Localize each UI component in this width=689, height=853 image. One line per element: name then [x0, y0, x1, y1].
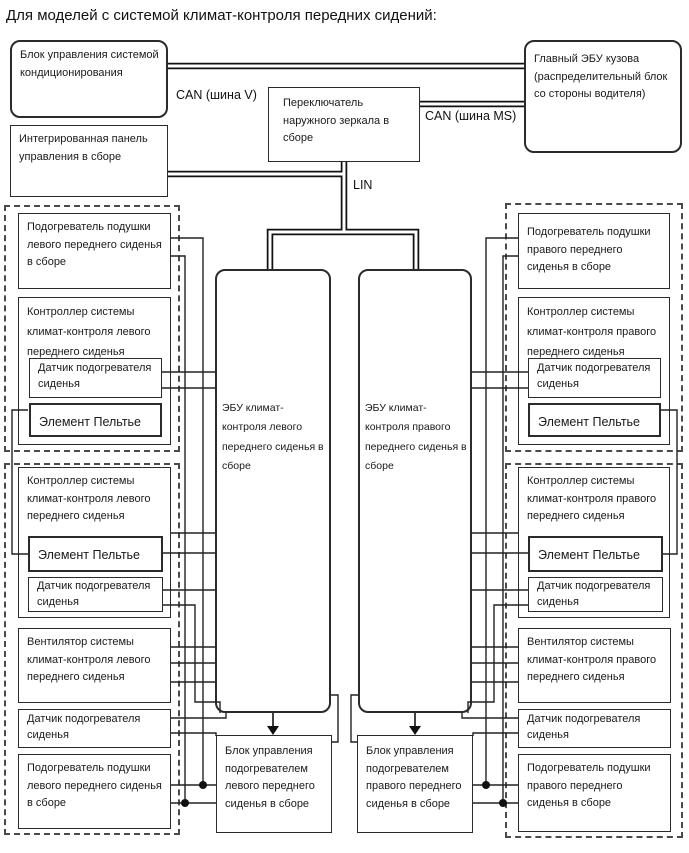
left-heater-sensor3-box: [18, 709, 171, 748]
right-cushion-heater1-label: Подогреватель подушки правого переднего сиденья в сборе: [527, 226, 651, 274]
right-peltier1-label: Элемент Пельтье: [538, 415, 641, 429]
right-fan-label: Вентилятор системы климат-контроля правого переднего сиденья: [527, 636, 657, 684]
right-fan-box: [518, 628, 671, 703]
right-peltier2-label: Элемент Пельтье: [538, 548, 641, 562]
ac-control-unit-label: Блок управления системой кондиционирования: [20, 49, 159, 79]
right-cushion-heater1-box: [518, 213, 670, 289]
mirror-switch-label: Переключатель наружного зеркала в сборе: [283, 97, 390, 145]
integrated-panel-box: [10, 125, 168, 197]
right-seat-climate-ecu-box: [358, 269, 472, 713]
can-v-bus-label: CAN (шина V): [176, 88, 257, 102]
left-controller1-label: Контроллер системы климат-контроля левого переднего сиденья: [27, 306, 151, 358]
left-peltier2-label: Элемент Пельтье: [38, 548, 141, 562]
lin-bus-label: LIN: [353, 178, 373, 192]
right-heater-sensor2-box: [528, 577, 663, 612]
main-body-ecu-box: [524, 40, 682, 153]
right-heater-sensor2-label: Датчик подогревателя сиденья: [537, 580, 651, 608]
right-heater-sensor3-label: Датчик подогревателя сиденья: [527, 713, 641, 741]
right-heater-control-box: [357, 735, 473, 833]
right-seat-climate-ecu-label: ЭБУ климат-контроля правого переднего сиденья в сборе: [365, 402, 467, 473]
left-seat-climate-ecu-box: [215, 269, 331, 713]
left-fan-box: [18, 628, 171, 703]
left-cushion-heater2-box: [18, 754, 171, 829]
left-peltier1-box: [29, 403, 162, 437]
main-body-ecu-label: Главный ЭБУ кузова (распределительный блок со стороны водителя): [534, 53, 668, 101]
right-heater-sensor3-box: [518, 709, 671, 748]
left-heater-sensor1-label: Датчик подогревателя сиденья: [38, 362, 152, 390]
down-arrow-right: [409, 713, 421, 735]
left-peltier2-box: [28, 536, 163, 572]
left-cushion-heater1-label: Подогреватель подушки левого переднего сиденья в сборе: [27, 221, 162, 269]
left-heater-sensor1-box: [29, 358, 162, 398]
right-controller1-label: Контроллер системы климат-контроля правого переднего сиденья: [527, 306, 657, 358]
right-cushion-heater2-box: [518, 754, 671, 832]
mirror-switch-box: [268, 87, 420, 162]
right-peltier2-box: [528, 536, 663, 572]
can-ms-bus-label: CAN (шина MS): [425, 109, 517, 123]
left-cushion-heater1-box: [18, 213, 171, 289]
left-heater-sensor2-label: Датчик подогревателя сиденья: [37, 580, 151, 608]
left-fan-label: Вентилятор системы климат-контроля левого переднего сиденья: [27, 636, 151, 684]
right-peltier1-box: [528, 403, 661, 437]
left-controller2-label: Контроллер системы климат-контроля левого переднего сиденья: [27, 475, 151, 523]
diagram-title: Для моделей с системой климат-контроля передних сидений:: [6, 7, 437, 24]
left-heater-control-label: Блок управления подогревателем левого переднего сиденья в сборе: [225, 745, 315, 810]
right-heater-sensor1-label: Датчик подогревателя сиденья: [537, 362, 651, 390]
ac-control-unit-box: [10, 40, 168, 118]
right-cushion-heater2-label: Подогреватель подушки правого переднего сиденья в сборе: [527, 762, 651, 810]
left-cushion-heater2-label: Подогреватель подушки левого переднего сиденья в сборе: [27, 762, 162, 810]
left-heater-sensor2-box: [28, 577, 163, 612]
down-arrow-left: [267, 713, 279, 735]
left-peltier1-label: Элемент Пельтье: [39, 415, 142, 429]
right-controller2-label: Контроллер системы климат-контроля правого переднего сиденья: [527, 475, 657, 523]
left-seat-climate-ecu-label: ЭБУ климат-контроля левого переднего сиденья в сборе: [222, 402, 324, 473]
right-heater-sensor1-box: [528, 358, 661, 398]
left-heater-control-box: [216, 735, 332, 833]
left-heater-sensor3-label: Датчик подогревателя сиденья: [27, 713, 141, 741]
right-heater-control-label: Блок управления подогревателем правого переднего сиденья в сборе: [366, 745, 462, 810]
integrated-panel-label: Интегрированная панель управления в сборе: [19, 133, 148, 163]
